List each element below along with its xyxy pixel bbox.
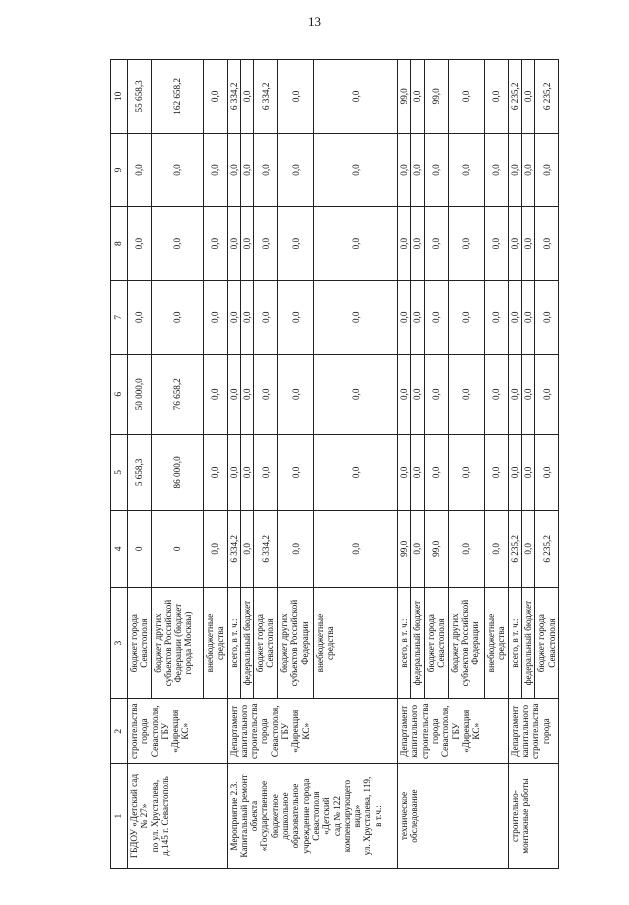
text-line: города Москвы) bbox=[183, 611, 194, 675]
value-cell: 0,0 bbox=[398, 354, 411, 434]
text-line: федеральный бюджет bbox=[412, 600, 423, 686]
value-cell: 0,0 bbox=[522, 60, 535, 134]
value-cell: 0,0 bbox=[398, 133, 411, 207]
value-cell: 0,0 bbox=[240, 207, 253, 281]
header-cell: 9 bbox=[111, 133, 128, 207]
value-cell: 0,0 bbox=[203, 434, 227, 510]
value-cell: 0,0 bbox=[227, 280, 240, 354]
value-cell: 0,0 bbox=[314, 133, 398, 207]
value-cell: 6 334,2 bbox=[227, 510, 240, 587]
value-cell: 0,0 bbox=[484, 133, 508, 207]
value-cell: 0,0 bbox=[535, 133, 559, 207]
text-line: бюджетное bbox=[269, 794, 280, 838]
funding-source-cell bbox=[424, 587, 448, 699]
value-cell: 0,0 bbox=[424, 354, 448, 434]
value-cell: 0,0 bbox=[398, 207, 411, 281]
value-cell: 0,0 bbox=[484, 207, 508, 281]
value-cell: 0,0 bbox=[484, 354, 508, 434]
value-cell: 99,0 bbox=[398, 60, 411, 134]
text-line: «Детский bbox=[321, 797, 332, 835]
text-line: города bbox=[259, 718, 270, 745]
header-cell: 1 bbox=[111, 764, 128, 869]
text-line: ГБУ bbox=[450, 722, 461, 740]
value-cell: 0,0 bbox=[411, 434, 424, 510]
value-cell: 0,0 bbox=[522, 133, 535, 207]
value-cell: 0,0 bbox=[240, 510, 253, 587]
text-line: города bbox=[430, 718, 441, 745]
value-cell: 0,0 bbox=[278, 434, 314, 510]
value-cell: 0,0 bbox=[522, 434, 535, 510]
value-cell: 6 334,2 bbox=[227, 60, 240, 134]
value-cell: 6 235,2 bbox=[508, 60, 521, 134]
table-row bbox=[398, 60, 411, 869]
text-line: КС» bbox=[471, 722, 482, 740]
funding-source-cell bbox=[522, 587, 535, 699]
text-line: субъектов Российской bbox=[162, 599, 173, 687]
value-cell: 0 bbox=[128, 510, 152, 587]
value-cell: 0,0 bbox=[203, 510, 227, 587]
value-cell: 0,0 bbox=[240, 133, 253, 207]
funding-source-cell bbox=[484, 587, 508, 699]
value-cell: 0,0 bbox=[522, 280, 535, 354]
value-cell: 0,0 bbox=[508, 434, 521, 510]
text-line: Севастополя bbox=[546, 618, 557, 668]
text-line: монтажные работы bbox=[520, 778, 531, 854]
text-line: всего, в т. ч.: bbox=[228, 618, 239, 668]
text-line: капитального bbox=[238, 704, 249, 758]
text-line: средства bbox=[325, 626, 336, 660]
value-cell: 0,0 bbox=[522, 354, 535, 434]
value-cell: 0,0 bbox=[278, 133, 314, 207]
value-cell: 0,0 bbox=[314, 510, 398, 587]
text-line: объекта bbox=[249, 800, 260, 832]
value-cell: 0,0 bbox=[508, 280, 521, 354]
value-cell: 0,0 bbox=[484, 434, 508, 510]
text-line: бюджет других bbox=[152, 613, 163, 673]
text-line: «Дирекция bbox=[170, 709, 181, 753]
text-line: ул. Хрусталева, 119, bbox=[362, 776, 373, 856]
header-cell: 8 bbox=[111, 207, 128, 281]
text-line: средства bbox=[214, 626, 225, 660]
text-line: субъектов Российской bbox=[460, 599, 471, 687]
value-cell: 0,0 bbox=[240, 60, 253, 134]
funding-source-cell bbox=[398, 587, 411, 699]
page-number: 13 bbox=[308, 14, 321, 29]
value-cell: 0,0 bbox=[424, 434, 448, 510]
value-cell: 0,0 bbox=[227, 207, 240, 281]
text-line: Департамент bbox=[228, 705, 239, 757]
value-cell: 0,0 bbox=[128, 207, 152, 281]
text-line: бюджет города bbox=[255, 614, 266, 673]
text-line: техническое bbox=[399, 791, 410, 841]
value-cell: 0,0 bbox=[448, 60, 484, 134]
table-row bbox=[128, 60, 152, 869]
value-cell: 0,0 bbox=[535, 207, 559, 281]
value-cell: 0,0 bbox=[448, 354, 484, 434]
header-cell: 4 bbox=[111, 510, 128, 587]
funding-source-cell bbox=[508, 587, 521, 699]
value-cell: 0,0 bbox=[314, 60, 398, 134]
header-row bbox=[111, 60, 128, 869]
value-cell: 99,0 bbox=[424, 60, 448, 134]
text-line: бюджет города bbox=[425, 614, 436, 673]
table-body bbox=[111, 60, 559, 869]
table-row bbox=[227, 60, 240, 869]
text-line: строительно- bbox=[509, 790, 520, 842]
value-cell: 0,0 bbox=[535, 354, 559, 434]
value-cell: 0,0 bbox=[424, 133, 448, 207]
value-cell: 0,0 bbox=[203, 354, 227, 434]
text-line: КС» bbox=[180, 722, 191, 740]
value-cell: 6 235,2 bbox=[535, 510, 559, 587]
text-line: образовательное bbox=[290, 783, 301, 849]
funding-source-cell bbox=[278, 587, 314, 699]
funding-source-cell bbox=[227, 587, 240, 699]
text-line: д.145 г. Севастополь bbox=[159, 776, 170, 856]
value-cell: 0,0 bbox=[448, 510, 484, 587]
value-cell: 0,0 bbox=[254, 354, 278, 434]
object-cell bbox=[508, 764, 558, 869]
text-line: бюджет других bbox=[449, 613, 460, 673]
executor-cell bbox=[508, 699, 558, 764]
object-cell bbox=[398, 764, 509, 869]
text-line: ГБУ bbox=[159, 722, 170, 740]
text-line: строительства bbox=[419, 703, 430, 760]
value-cell: 0,0 bbox=[203, 207, 227, 281]
value-cell: 0,0 bbox=[314, 207, 398, 281]
value-cell: 0,0 bbox=[314, 280, 398, 354]
value-cell: 0,0 bbox=[424, 280, 448, 354]
value-cell: 86 000,0 bbox=[151, 434, 203, 510]
text-line: Севастополя bbox=[265, 618, 276, 668]
value-cell: 0,0 bbox=[314, 354, 398, 434]
funding-source-cell bbox=[314, 587, 398, 699]
text-line: Федерации bbox=[470, 621, 481, 665]
funding-source-cell bbox=[128, 587, 152, 699]
text-line: федеральный бюджет bbox=[523, 600, 534, 686]
text-line: федеральный бюджет bbox=[241, 600, 252, 686]
object-cell bbox=[128, 764, 228, 869]
value-cell: 6 334,2 bbox=[254, 60, 278, 134]
value-cell: 0,0 bbox=[411, 207, 424, 281]
budget-table bbox=[110, 59, 559, 869]
value-cell: 0,0 bbox=[227, 434, 240, 510]
value-cell: 0,0 bbox=[278, 280, 314, 354]
value-cell: 162 658,2 bbox=[151, 60, 203, 134]
text-line: Федерации bbox=[299, 621, 310, 665]
value-cell: 99,0 bbox=[398, 510, 411, 587]
text-line: капитального bbox=[520, 704, 531, 758]
value-cell: 0,0 bbox=[240, 280, 253, 354]
value-cell: 0,0 bbox=[448, 434, 484, 510]
value-cell: 0,0 bbox=[448, 207, 484, 281]
text-line: «Дирекция bbox=[290, 709, 301, 753]
value-cell: 0,0 bbox=[522, 207, 535, 281]
value-cell: 0,0 bbox=[278, 354, 314, 434]
value-cell: 0,0 bbox=[484, 510, 508, 587]
header-cell: 5 bbox=[111, 434, 128, 510]
value-cell: 0,0 bbox=[508, 133, 521, 207]
value-cell: 0,0 bbox=[240, 434, 253, 510]
value-cell: 0,0 bbox=[151, 207, 203, 281]
funding-source-cell bbox=[411, 587, 424, 699]
value-cell: 0,0 bbox=[448, 133, 484, 207]
text-line: Федерации (бюджет bbox=[173, 603, 184, 683]
value-cell: 50 000,0 bbox=[128, 354, 152, 434]
text-line: сад № 122 bbox=[331, 796, 342, 837]
value-cell: 0,0 bbox=[535, 434, 559, 510]
value-cell: 55 658,3 bbox=[128, 60, 152, 134]
executor-cell bbox=[227, 699, 398, 764]
value-cell: 0,0 bbox=[203, 60, 227, 134]
value-cell: 0,0 bbox=[398, 280, 411, 354]
text-line: Севастополя bbox=[139, 618, 150, 668]
value-cell: 0,0 bbox=[411, 280, 424, 354]
text-line: бюджет города bbox=[536, 614, 547, 673]
header-cell: 3 bbox=[111, 587, 128, 699]
object-cell bbox=[227, 764, 398, 869]
text-line: ГБУ bbox=[280, 722, 291, 740]
value-cell: 0,0 bbox=[278, 510, 314, 587]
executor-cell bbox=[128, 699, 228, 764]
text-line: внебюджетные bbox=[485, 613, 496, 673]
value-cell: 0,0 bbox=[278, 207, 314, 281]
funding-source-cell bbox=[203, 587, 227, 699]
text-line: учреждение города bbox=[300, 778, 311, 854]
value-cell: 0,0 bbox=[484, 280, 508, 354]
value-cell: 0,0 bbox=[411, 510, 424, 587]
text-line: Севастополя, bbox=[269, 705, 280, 758]
text-line: Севастополя, bbox=[149, 705, 160, 758]
text-line: «Государственное bbox=[259, 780, 270, 852]
text-line: дошкольное bbox=[280, 792, 291, 840]
funding-source-cell bbox=[240, 587, 253, 699]
funding-source-cell bbox=[535, 587, 559, 699]
value-cell: 6 235,2 bbox=[508, 510, 521, 587]
value-cell: 0,0 bbox=[522, 510, 535, 587]
value-cell: 0,0 bbox=[203, 280, 227, 354]
text-line: вида» bbox=[352, 804, 363, 828]
value-cell: 0,0 bbox=[508, 207, 521, 281]
text-line: «Дирекция bbox=[460, 709, 471, 753]
text-line: Департамент bbox=[399, 705, 410, 757]
text-line: ГБДОУ «Детский сад bbox=[129, 773, 139, 859]
value-cell: 0,0 bbox=[411, 133, 424, 207]
header-cell: 6 bbox=[111, 354, 128, 434]
text-line: всего, в т. ч.: bbox=[509, 618, 520, 668]
text-line: бюджет других bbox=[279, 613, 290, 673]
value-cell: 0,0 bbox=[314, 434, 398, 510]
text-line: строительства bbox=[249, 703, 260, 760]
value-cell: 0,0 bbox=[448, 280, 484, 354]
executor-cell bbox=[398, 699, 509, 764]
text-line: бюджет города bbox=[129, 614, 139, 673]
value-cell: 0,0 bbox=[254, 280, 278, 354]
value-cell: 0,0 bbox=[411, 60, 424, 134]
value-cell: 0,0 bbox=[254, 434, 278, 510]
value-cell: 0,0 bbox=[203, 133, 227, 207]
value-cell: 6 235,2 bbox=[535, 60, 559, 134]
value-cell: 0,0 bbox=[151, 280, 203, 354]
header-cell: 10 bbox=[111, 60, 128, 134]
text-line: КС» bbox=[300, 722, 311, 740]
value-cell: 0,0 bbox=[535, 280, 559, 354]
value-cell: 5 658,3 bbox=[128, 434, 152, 510]
funding-source-cell bbox=[151, 587, 203, 699]
value-cell: 99,0 bbox=[424, 510, 448, 587]
text-line: Севастополя, bbox=[440, 705, 451, 758]
text-line: в т.ч.: bbox=[372, 805, 383, 827]
rotated-table-content bbox=[110, 59, 557, 869]
value-cell: 0 bbox=[151, 510, 203, 587]
value-cell: 0,0 bbox=[254, 133, 278, 207]
text-line: обследование bbox=[409, 789, 420, 843]
text-line: строительства bbox=[530, 703, 541, 760]
value-cell: 0,0 bbox=[411, 354, 424, 434]
text-line: по ул. Хрусталева, bbox=[149, 779, 160, 853]
funding-source-cell bbox=[254, 587, 278, 699]
text-line: строительства bbox=[129, 703, 139, 760]
table-row bbox=[508, 60, 521, 869]
value-cell: 0,0 bbox=[240, 354, 253, 434]
value-cell: 0,0 bbox=[227, 133, 240, 207]
value-cell: 0,0 bbox=[254, 207, 278, 281]
value-cell: 6 334,2 bbox=[254, 510, 278, 587]
text-line: внебюджетные bbox=[315, 613, 326, 673]
value-cell: 0,0 bbox=[128, 280, 152, 354]
value-cell: 0,0 bbox=[227, 354, 240, 434]
header-cell: 7 bbox=[111, 280, 128, 354]
text-line: Севастополя bbox=[436, 618, 447, 668]
value-cell: 0,0 bbox=[508, 354, 521, 434]
text-line: средства bbox=[496, 626, 507, 660]
value-cell: 0,0 bbox=[424, 207, 448, 281]
text-line: Севастополя bbox=[310, 791, 321, 841]
text-line: капитального bbox=[409, 704, 420, 758]
text-line: города bbox=[540, 718, 551, 745]
text-line: субъектов Российской bbox=[289, 599, 300, 687]
text-line: внебюджетные bbox=[204, 613, 215, 673]
value-cell: 76 658,2 bbox=[151, 354, 203, 434]
text-line: № 27» bbox=[139, 803, 150, 829]
value-cell: 0,0 bbox=[278, 60, 314, 134]
text-line: всего, в т. ч.: bbox=[399, 618, 410, 668]
value-cell: 0,0 bbox=[484, 60, 508, 134]
funding-source-cell bbox=[448, 587, 484, 699]
header-cell: 2 bbox=[111, 699, 128, 764]
value-cell: 0,0 bbox=[398, 434, 411, 510]
text-line: Департамент bbox=[509, 705, 520, 757]
text-line: Капитальный ремонт bbox=[238, 774, 249, 858]
text-line: Мероприятие 2.3. bbox=[228, 781, 239, 851]
value-cell: 0,0 bbox=[128, 133, 152, 207]
text-line: компенсирующего bbox=[341, 779, 352, 853]
text-line: города bbox=[139, 718, 150, 745]
value-cell: 0,0 bbox=[151, 133, 203, 207]
rotated-table-frame bbox=[110, 59, 557, 869]
